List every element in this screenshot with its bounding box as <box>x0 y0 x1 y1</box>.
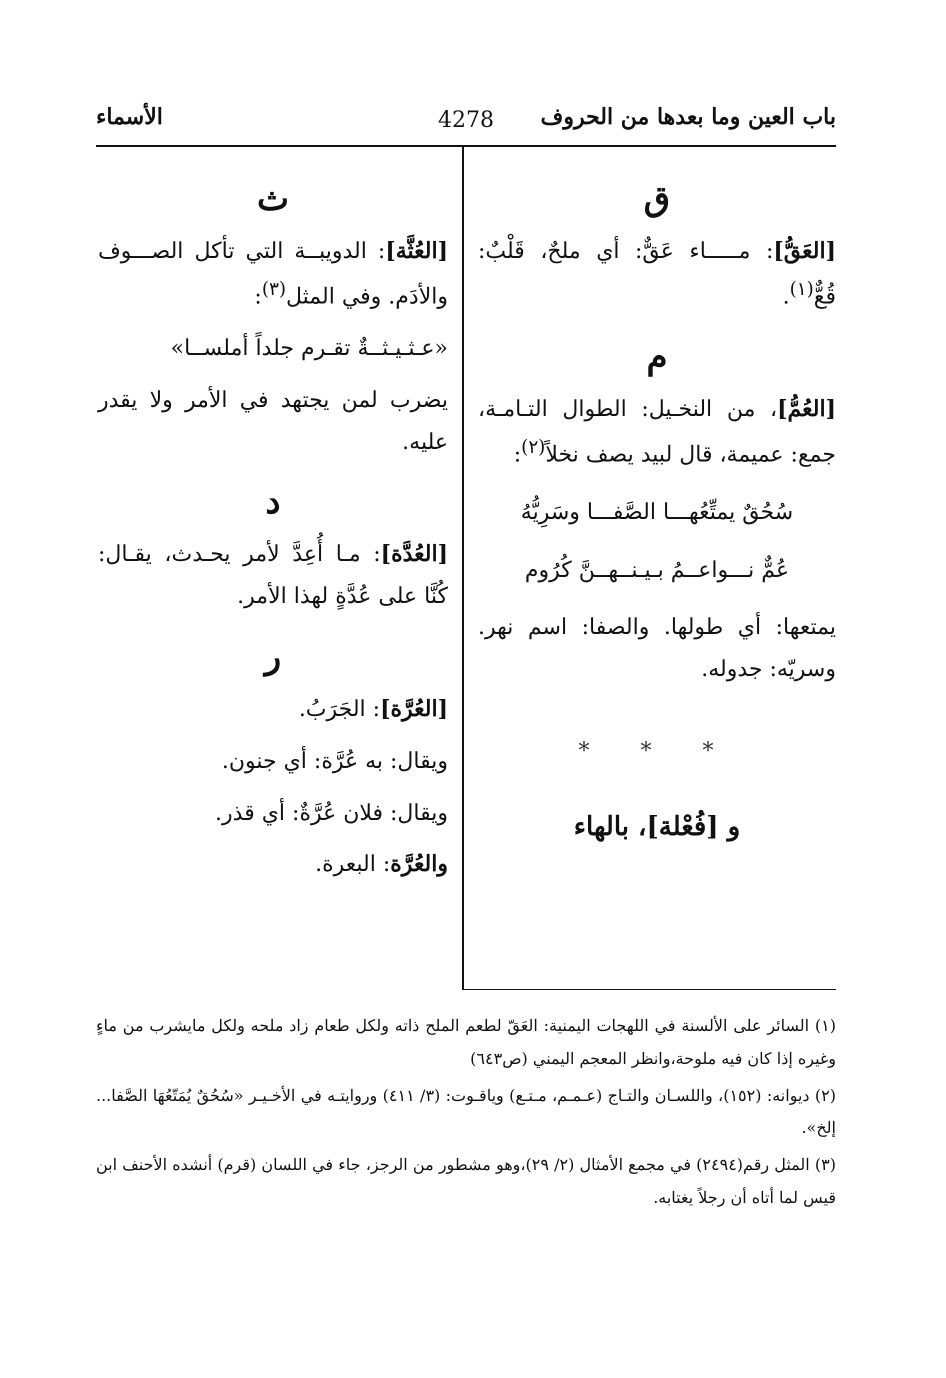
entry-udda <box>98 534 448 618</box>
entry-term: [العُثَّة] <box>385 238 448 264</box>
entry-utha <box>98 231 448 318</box>
verse-explanation: يمتعها: أي طولها. والصفا: اسم نهر. وسريّه: جدوله. <box>478 615 836 683</box>
entry-term: [العُمُّ] <box>777 395 836 422</box>
footnotes <box>96 1010 836 1219</box>
entry-term: [العَقُّ] <box>773 238 836 264</box>
column-divider <box>462 147 464 989</box>
letter-heading-mim: م <box>646 336 668 377</box>
letter-heading-ra: ر <box>264 636 282 677</box>
footnote-3: (٣) المثل رقم(٢٤٩٤) في مجمع الأمثال (٢/ ٢٩)،وهو مشطور من الرجز، جاء في اللسان (قرم) أنشده الأحنف ابن قيس لما أتاه أن رجلاً يغتابه. <box>96 1155 836 1207</box>
footnote-1: (١) السائر على الألسنة في اللهجات اليمنية: العَقّ لطعم الملح ذاته ولكل طعام زاد ملحه ولكل مايشرب من ماءٍ وغيره إذا كان فيه ملوحة،وانظر المعجم اليمني (ص٦٤٣) <box>96 1016 836 1068</box>
entry-aqq <box>478 231 836 318</box>
line-qadhar: ويقال: فلان عُرَّةٌ: أي قذر. <box>215 800 448 826</box>
letter-heading-dal: د <box>265 482 281 523</box>
page-header <box>96 104 836 144</box>
proverb-explanation: يضرب لمن يجتهد في الأمر ولا يقدر عليه. <box>98 387 448 455</box>
entry-term: والعُرَّة <box>390 851 448 878</box>
footnote-ref: (٢) <box>521 436 546 458</box>
entry-urra <box>98 689 448 731</box>
verse-line-1: سُحُقٌ يمتِّعُهـــا الصَّفـــا وسَرِيُّهُ <box>520 499 794 525</box>
section-heading-fula: و [فُعْلة]، بالهاء <box>573 811 741 842</box>
section-title: الأسماء <box>96 104 163 130</box>
letter-heading-qaf: ق <box>643 179 671 219</box>
entry-text: : الدويبــة التي تأكل الصـــوف والأدَم. وفي المثل <box>98 239 448 310</box>
entry-term: [العُدَّة] <box>380 541 448 568</box>
header-rule <box>96 145 836 147</box>
footnote-ref: (٣) <box>261 278 286 300</box>
chapter-title: باب العين وما بعدها من الحروف <box>540 104 836 130</box>
entry-end: : <box>254 284 262 310</box>
entry-text: ، من النخـيل: الطوال التـامـة، جمع: عميمة، قال لبيد يصف نخلاً <box>478 396 836 468</box>
entry-text: : مـــــاء عَقٌّ: أي ملحٌ، قَلْبٌ: قُعٌّ <box>478 239 836 310</box>
column-bottom-rule <box>462 989 836 990</box>
entry-text: : الجَرَبُ. <box>298 696 381 722</box>
section-separator-stars: * * * <box>578 739 736 765</box>
line-bara <box>98 844 448 886</box>
footnote-ref: (١) <box>789 278 814 300</box>
entry-term: [العُرَّة] <box>380 695 448 722</box>
footnote-2: (٢) ديوانه: (١٥٢)، واللسـان والتـاج (عـمـم، مـتـع) وياقـوت: (٣/ ٤١١) وروايتـه في الأخـيـر «سُحُقٌ يُمَتّعُهَا الصَّفا... إلخ». <box>96 1085 837 1138</box>
letter-heading-tha: ث <box>256 179 289 219</box>
proverb: «عـثـيـثــةٌ تقـرم جلداً أملســا» <box>170 335 448 361</box>
entry-text: : البعرة. <box>315 852 391 878</box>
entry-end: . <box>782 284 790 310</box>
verse-line-2: عُمٌّ نـــواعــمُ بـيـنــهــنَّ كُرُوم <box>524 557 790 583</box>
entry-text: : مـا أُعِدَّ لأمر يحـدث، يقـال: كُنَّا على عُدَّةٍ لهذا الأمر. <box>98 542 448 610</box>
entry-amm <box>478 389 836 476</box>
entry-end: : <box>513 442 522 468</box>
line-junun: ويقال: به عُرَّة: أي جنون. <box>221 748 448 774</box>
right-column <box>478 160 836 852</box>
page-number: 4278 <box>438 108 494 133</box>
left-column <box>98 160 448 896</box>
